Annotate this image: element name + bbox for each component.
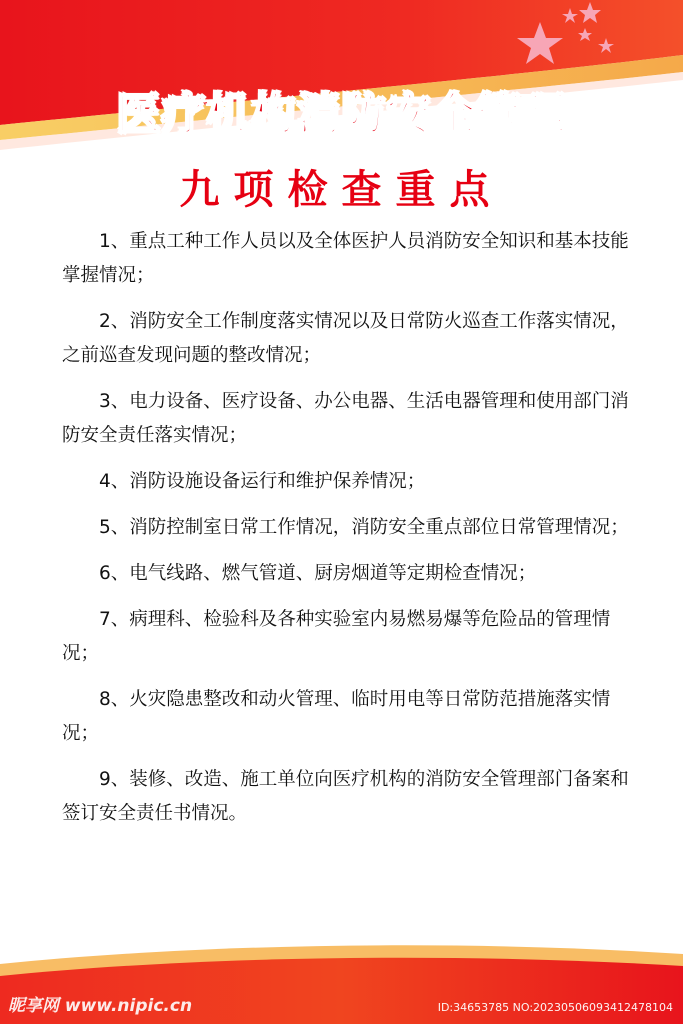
checklist-item: 3、电力设备、医疗设备、办公电器、生活电器管理和使用部门消防安全责任落实情况；	[62, 391, 629, 446]
main-title: 医疗机构消防安全管理	[116, 89, 567, 140]
checklist-item: 7、病理科、检验科及各种实验室内易燃易爆等危险品的管理情况；	[62, 609, 611, 664]
checklist-item: 2、消防安全工作制度落实情况以及日常防火巡查工作落实情况，之前巡查发现问题的整改情况；	[62, 311, 629, 366]
watermark-site: 昵享网 www.nipic.cn	[8, 996, 193, 1016]
sub-title: 九项检查重点	[179, 167, 504, 213]
checklist-item: 8、火灾隐患整改和动火管理、临时用电等日常防范措施落实情况；	[62, 689, 611, 744]
checklist-item: 6、电气线路、燃气管道、厨房烟道等定期检查情况；	[99, 563, 537, 584]
checklist-item: 9、装修、改造、施工单位向医疗机构的消防安全管理部门备案和签订安全责任书情况。	[62, 769, 629, 824]
checklist	[62, 225, 632, 843]
watermark-id: ID:34653785 NO:20230506093412478104	[437, 1001, 673, 1014]
checklist-item: 5、消防控制室日常工作情况，消防安全重点部位日常管理情况；	[99, 517, 629, 538]
checklist-item: 1、重点工种工作人员以及全体医护人员消防安全知识和基本技能掌握情况；	[62, 231, 629, 286]
checklist-item: 4、消防设施设备运行和维护保养情况；	[99, 471, 426, 492]
